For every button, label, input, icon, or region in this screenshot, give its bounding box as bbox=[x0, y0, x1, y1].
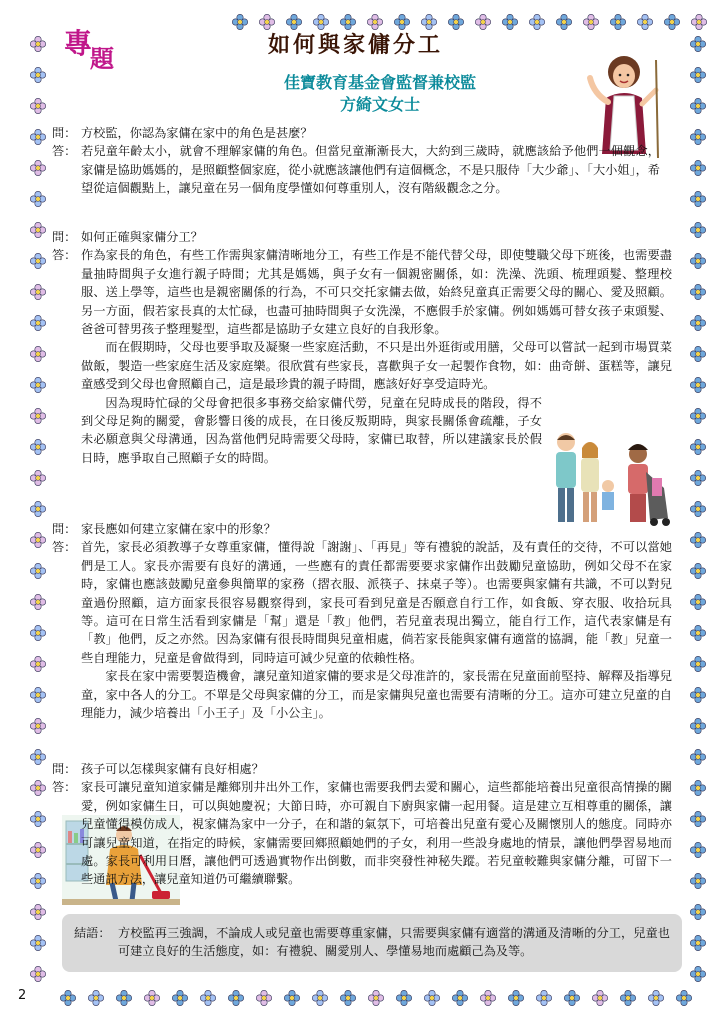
flower-icon bbox=[690, 718, 706, 734]
flower-icon bbox=[690, 284, 706, 300]
flower-icon bbox=[30, 656, 46, 672]
flower-icon bbox=[228, 990, 244, 1006]
flower-icon bbox=[30, 408, 46, 424]
flower-icon bbox=[690, 749, 706, 765]
flower-icon bbox=[690, 191, 706, 207]
flower-icon bbox=[30, 222, 46, 238]
flower-icon bbox=[30, 160, 46, 176]
flower-icon bbox=[690, 160, 706, 176]
flower-icon bbox=[200, 990, 216, 1006]
flower-icon bbox=[690, 222, 706, 238]
page-number: 2 bbox=[18, 988, 27, 1003]
flower-icon bbox=[30, 377, 46, 393]
question-text: 孩子可以怎樣與家傭有良好相處？ bbox=[81, 762, 264, 776]
flower-icon bbox=[30, 718, 46, 734]
flower-icon bbox=[232, 14, 248, 30]
flower-icon bbox=[690, 935, 706, 951]
flower-icon bbox=[30, 780, 46, 796]
question-text: 家長應如何建立家傭在家中的形象？ bbox=[81, 522, 276, 536]
answer-label: 答： bbox=[52, 144, 77, 159]
flower-icon bbox=[30, 749, 46, 765]
flower-icon bbox=[480, 990, 496, 1006]
answer-paragraph: 首先，家長必須教導子女尊重家傭，懂得說「謝謝」、「再見」等有禮貌的說話，及有責任的交待，不可以當她們是工人。家長亦需要有良好的溝通，一些應有的責任都需要要求家傭作出鼓勵兒童協助，例如父母不在家時，家傭也應該鼓勵兒童參與簡單的家務（摺衣服、派筷子、抹桌子等）。也需要與家傭有共識，不可以對兒童過份照顧，這方面家長很容易觀察得到，家長可看到兒童是否願意自行工作，如食飯、穿衣服、收拾玩具等。這可在日常生活看到家傭是「幫」還是「教」他們，若兒童表現出獨立，能自行工作，這代表家傭是有「教」他們，反之亦然。因為家傭有很長時間與兒童相處，倘若家長能與家傭有適當的協調，能「教」兒童一些自理能力，兒童是會做得到，同時這可減少兒童的依賴性格。 bbox=[81, 540, 672, 665]
flower-icon bbox=[30, 811, 46, 827]
feature-tag-char-1: 專 bbox=[64, 27, 93, 60]
answer-label: 答： bbox=[52, 780, 77, 795]
flower-icon bbox=[664, 14, 680, 30]
flower-icon bbox=[30, 315, 46, 331]
flower-icon bbox=[30, 129, 46, 145]
flower-icon bbox=[30, 253, 46, 269]
flower-icon bbox=[396, 990, 412, 1006]
flower-icon bbox=[30, 594, 46, 610]
qa-section-4 bbox=[52, 760, 672, 889]
flower-icon bbox=[690, 377, 706, 393]
flower-icon bbox=[691, 14, 707, 30]
flower-icon bbox=[690, 532, 706, 548]
flower-icon bbox=[690, 439, 706, 455]
flower-icon bbox=[30, 532, 46, 548]
flower-icon bbox=[88, 990, 104, 1006]
conclusion-box bbox=[62, 914, 682, 972]
flower-icon bbox=[690, 67, 706, 83]
flower-icon bbox=[172, 990, 188, 1006]
flower-icon bbox=[30, 346, 46, 362]
answer-paragraph: 家長可讓兒童知道家傭是離鄉別井出外工作，家傭也需要我們去愛和關心，這些都能培養出兒童很高情操的關愛，例如家傭生日，可以與她慶祝；大節日時，亦可親自下廚與家傭一起用餐。這是建立互相尊重的關係，讓兒童懂得模仿成人，視家傭為家中一分子，在和諧的氣氛下，可培養出兒童有愛心及關懷別人的態度。同時亦可讓兒童知道，在指定的時候，家傭需要回鄉照顧她們的子女，利用一些設身處地的情景，讓他們學習易地而處。家長可利用日曆，讓他們可透過實物作出倒數，而非突發性神秘失蹤。若兒童較難與家傭分離，可留下一些通訊方法，讓兒童知道仍可繼續聯繫。 bbox=[81, 780, 672, 887]
flower-icon bbox=[256, 990, 272, 1006]
flower-icon bbox=[690, 470, 706, 486]
author-name: 方綺文女士 bbox=[339, 95, 420, 114]
flower-icon bbox=[30, 67, 46, 83]
flower-icon bbox=[690, 594, 706, 610]
flower-icon bbox=[690, 625, 706, 641]
flower-icon bbox=[690, 36, 706, 52]
question-label: 問： bbox=[52, 126, 77, 140]
flower-icon bbox=[312, 990, 328, 1006]
conclusion-text: 方校監再三強調，不論成人或兒童也需要尊重家傭，只需要與家傭有適當的溝通及清晰的分工，兒童也可建立良好的生活態度，如：有禮貌、關愛別人、學懂易地而處顧己為及等。 bbox=[118, 926, 670, 959]
author-affiliation: 佳寶教育基金會監督兼校監 bbox=[283, 73, 476, 92]
answer-label: 答： bbox=[52, 540, 77, 555]
answer-paragraph: 家長在家中需要製造機會，讓兒童知道家傭的要求是父母准許的，家長需在兒童面前堅持、解釋及指導兒童，家中各人的分工。不單是父母與家傭的分工，而是家傭與兒童也需要有清晰的分工。這亦可建立兒童的自理能力，減少培養出「小王子」及「小公主」。 bbox=[81, 669, 672, 721]
flower-icon bbox=[30, 98, 46, 114]
flower-icon bbox=[529, 14, 545, 30]
flower-icon bbox=[30, 501, 46, 517]
question-text: 如何正確與家傭分工？ bbox=[81, 230, 203, 244]
answer-paragraph: 若兒童年齡太小，就會不理解家傭的角色。但當兒童漸漸長大，大約到三歲時，就應該給予他們一個觀念，家傭是協助媽媽的，是照顧整個家庭，從小就應該讓他們有這個概念，不是只服侍「大少爺」、「大小姐」，希望從這個觀點上，讓兒童在另一個角度學懂如何尊重別人，沒有階級觀念之分。 bbox=[81, 144, 660, 196]
flower-icon bbox=[30, 873, 46, 889]
flower-icon bbox=[690, 315, 706, 331]
flower-icon bbox=[648, 990, 664, 1006]
feature-tag-char-2: 題 bbox=[90, 45, 115, 73]
flower-icon bbox=[610, 14, 626, 30]
flower-icon bbox=[508, 990, 524, 1006]
flower-icon bbox=[340, 990, 356, 1006]
flower-icon bbox=[556, 14, 572, 30]
flower-icon bbox=[30, 842, 46, 858]
flower-icon bbox=[284, 990, 300, 1006]
flower-icon bbox=[448, 14, 464, 30]
flower-icon bbox=[690, 501, 706, 517]
flower-icon bbox=[690, 346, 706, 362]
qa-section-2 bbox=[52, 228, 672, 467]
answer-label: 答： bbox=[52, 248, 77, 263]
flower-icon bbox=[30, 563, 46, 579]
flower-icon bbox=[536, 990, 552, 1006]
flower-icon bbox=[690, 966, 706, 982]
question-label: 問： bbox=[52, 522, 77, 536]
flower-icon bbox=[690, 687, 706, 703]
question-text: 方校監，你認為家傭在家中的角色是甚麼？ bbox=[81, 126, 313, 140]
flower-icon bbox=[30, 284, 46, 300]
flower-icon bbox=[690, 98, 706, 114]
flower-icon bbox=[30, 966, 46, 982]
answer-paragraph: 因為現時忙碌的父母會把很多事務交給家傭代勞，兒童在兒時成長的階段，得不到父母足夠的關愛，會影響日後的成長，在日後反叛期時，與家長關係會疏離，子女未必願意與父母溝通，因為當他們兒時需要父母時，家傭已取替，所以建議家長於假日時，應爭取自己照顧子女的時間。 bbox=[81, 395, 542, 465]
flower-icon bbox=[30, 687, 46, 703]
question-label: 問： bbox=[52, 230, 77, 244]
flower-icon bbox=[424, 990, 440, 1006]
flower-icon bbox=[30, 439, 46, 455]
feature-tag bbox=[64, 22, 115, 73]
flower-icon bbox=[690, 873, 706, 889]
flower-icon bbox=[690, 563, 706, 579]
flower-icon bbox=[30, 36, 46, 52]
flower-icon bbox=[592, 990, 608, 1006]
flower-icon bbox=[502, 14, 518, 30]
flower-icon bbox=[690, 780, 706, 796]
flower-icon bbox=[676, 990, 692, 1006]
question-label: 問： bbox=[52, 762, 77, 776]
qa-section-1 bbox=[52, 124, 660, 198]
flower-icon bbox=[690, 904, 706, 920]
flower-icon bbox=[690, 842, 706, 858]
flower-icon bbox=[30, 625, 46, 641]
conclusion-label: 結語： bbox=[74, 926, 111, 940]
qa-section-3 bbox=[52, 520, 672, 722]
flower-icon bbox=[475, 14, 491, 30]
answer-paragraph: 作為家長的角色，有些工作需與家傭清晰地分工，有些工作是不能代替父母，即使雙職父母下班後，也需要盡量抽時間與子女進行親子時間；尤其是媽媽，與子女有一個親密關係，如：洗澡、洗頭、梳理頭髮、整理校服、送上學等，這些也是親密關係的行為，不可只交托家傭去做，始終兒童真正需要父母的關心、愛及照顧。另一方面，假若家長真的太忙碌，也盡可抽時間與子女洗澡，不應假手於家傭。例如媽媽可替女孩子束頭髮、爸爸可替男孩子整理髮型，這些都是協助子女建立良好的自我形象。 bbox=[81, 248, 672, 337]
flower-icon bbox=[60, 990, 76, 1006]
flower-icon bbox=[144, 990, 160, 1006]
flower-icon bbox=[564, 990, 580, 1006]
flower-icon bbox=[368, 990, 384, 1006]
flower-icon bbox=[30, 904, 46, 920]
answer-paragraph: 而在假期時，父母也要爭取及凝聚一些家庭活動，不只是出外逛街或用膳，父母可以嘗試一起到市場買菜做飯，製造一些家庭生活及家庭樂。很欣賞有些家長，喜歡與子女一起製作食物，如：曲奇餅、蛋糕等，讓兒童感受到父母也會照顧自己，這是最珍貴的親子時間，應該好好享受這時光。 bbox=[81, 340, 672, 392]
flower-icon bbox=[690, 253, 706, 269]
article-title: 如何與家傭分工 bbox=[268, 32, 444, 58]
flower-icon bbox=[452, 990, 468, 1006]
flower-icon bbox=[620, 990, 636, 1006]
flower-icon bbox=[30, 191, 46, 207]
flower-icon bbox=[690, 656, 706, 672]
flower-icon bbox=[116, 990, 132, 1006]
flower-icon bbox=[690, 811, 706, 827]
flower-icon bbox=[637, 14, 653, 30]
flower-icon bbox=[690, 129, 706, 145]
flower-icon bbox=[30, 470, 46, 486]
flower-icon bbox=[583, 14, 599, 30]
flower-icon bbox=[30, 935, 46, 951]
flower-icon bbox=[690, 408, 706, 424]
